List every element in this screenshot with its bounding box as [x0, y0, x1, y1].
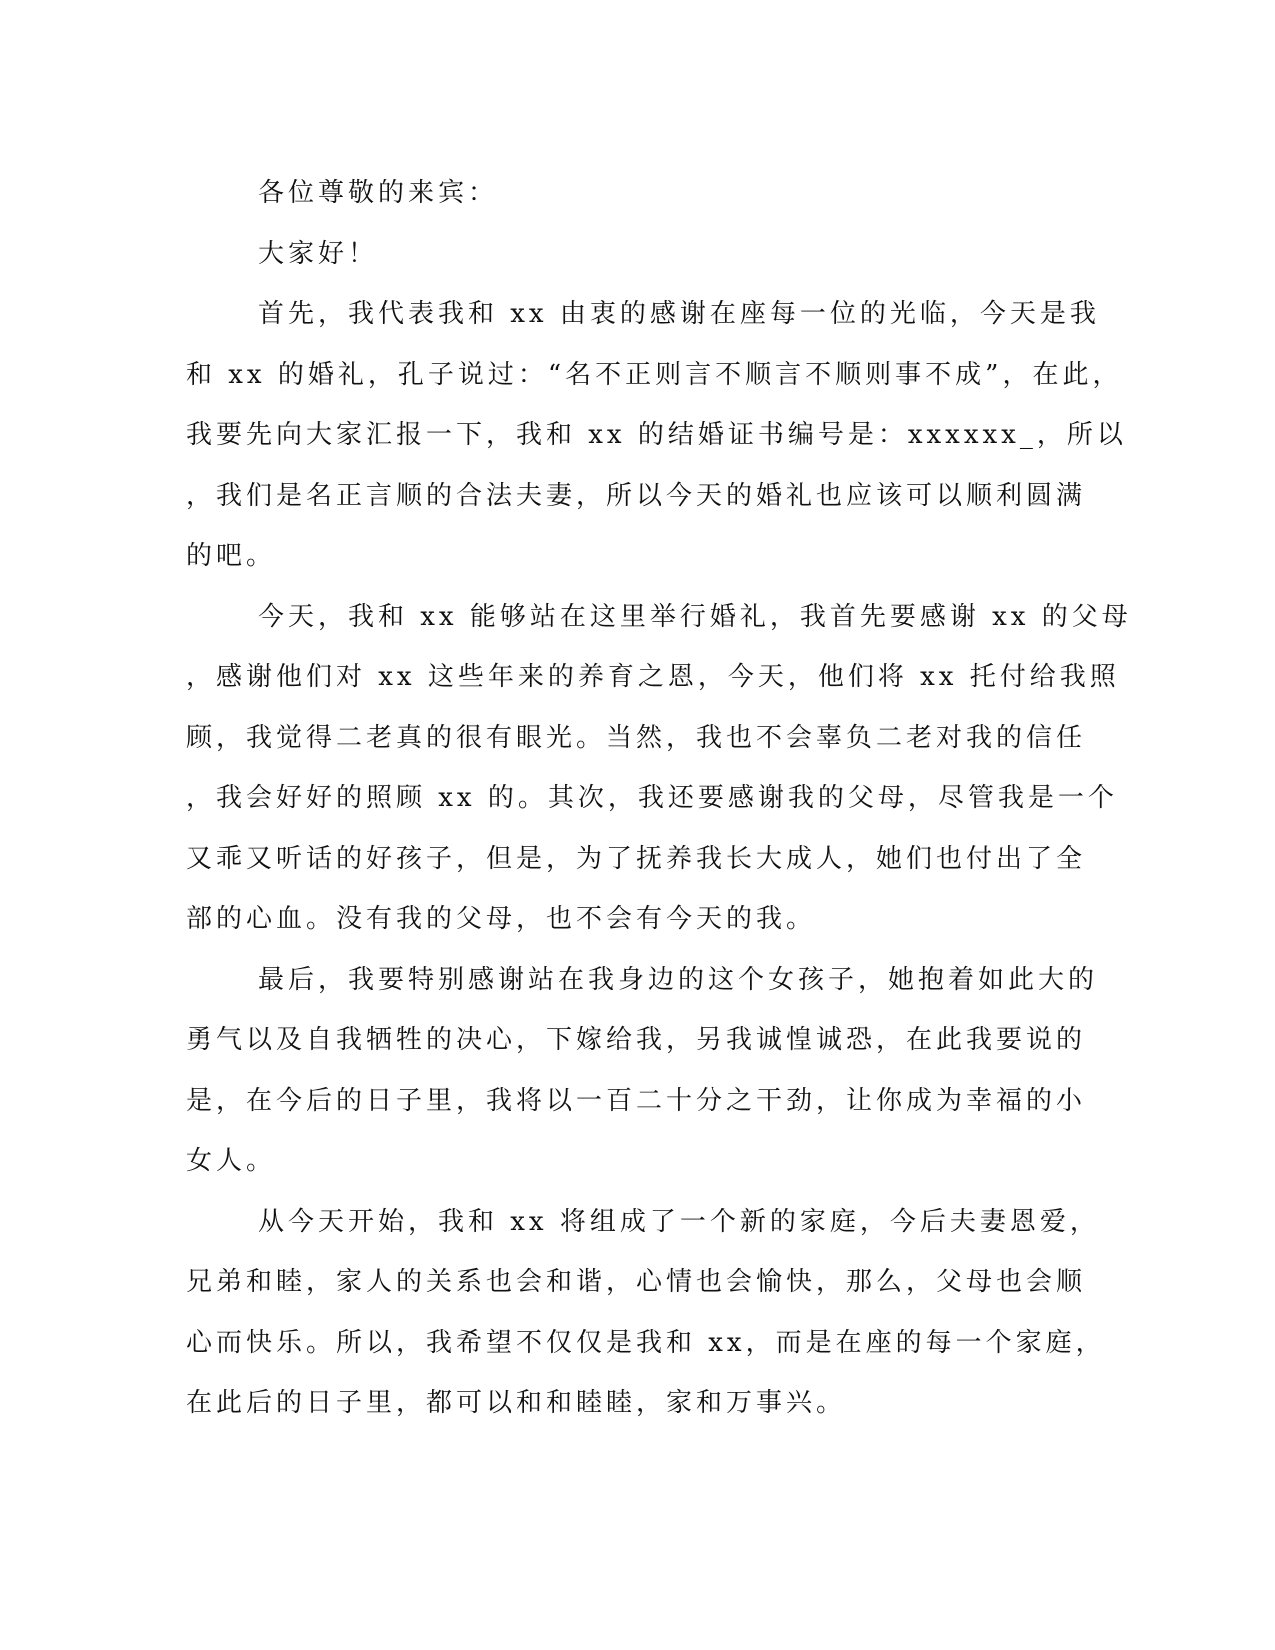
text-line: 是，在今后的日子里，我将以一百二十分之干劲，让你成为幸福的小	[186, 1085, 1087, 1116]
text-line: 心而快乐。所以，我希望不仅仅是我和 xx，而是在座的每一个家庭，	[186, 1327, 1106, 1358]
text-line: 和 xx 的婚礼，孔子说过：“名不正则言不顺言不顺则事不成”，在此，	[186, 359, 1123, 390]
text-line: ，我会好好的照顾 xx 的。其次，我还要感谢我的父母，尽管我是一个	[186, 783, 1118, 813]
text-line: 今天，我和 xx 能够站在这里举行婚礼，我首先要感谢 xx 的父母	[258, 601, 1132, 632]
text-line: 大家好！	[258, 238, 379, 269]
text-line: 我要先向大家汇报一下，我和 xx 的结婚证书编号是：xxxxxx_，所以	[186, 420, 1127, 450]
text-line: 最后，我要特别感谢站在我身边的这个女孩子，她抱着如此大的	[258, 964, 1099, 995]
text-line: 顾，我觉得二老真的很有眼光。当然，我也不会辜负二老对我的信任	[186, 722, 1087, 753]
text-line: 部的心血。没有我的父母，也不会有今天的我。	[186, 904, 817, 934]
text-line: 首先，我代表我和 xx 由衷的感谢在座每一位的光临，今天是我	[258, 299, 1100, 329]
text-line: 在此后的日子里，都可以和和睦睦，家和万事兴。	[186, 1388, 847, 1418]
text-line: 又乖又听话的好孩子，但是，为了抚养我长大成人，她们也付出了全	[186, 843, 1087, 874]
text-line: ，我们是名正言顺的合法夫妻，所以今天的婚礼也应该可以顺利圆满	[186, 480, 1087, 511]
text-line: 各位尊敬的来宾：	[258, 178, 499, 208]
text-line: 勇气以及自我牺牲的决心，下嫁给我，另我诚惶诚恐，在此我要说的	[186, 1025, 1087, 1055]
text-line: ，感谢他们对 xx 这些年来的养育之恩，今天，他们将 xx 托付给我照	[186, 662, 1120, 692]
text-line: 兄弟和睦，家人的关系也会和谐，心情也会愉快，那么，父母也会顺	[186, 1267, 1087, 1297]
text-line: 的吧。	[186, 541, 277, 571]
text-line: 从今天开始，我和 xx 将组成了一个新的家庭，今后夫妻恩爱，	[258, 1206, 1100, 1237]
speech-text	[186, 163, 1132, 1434]
text-line: 女人。	[186, 1146, 277, 1176]
